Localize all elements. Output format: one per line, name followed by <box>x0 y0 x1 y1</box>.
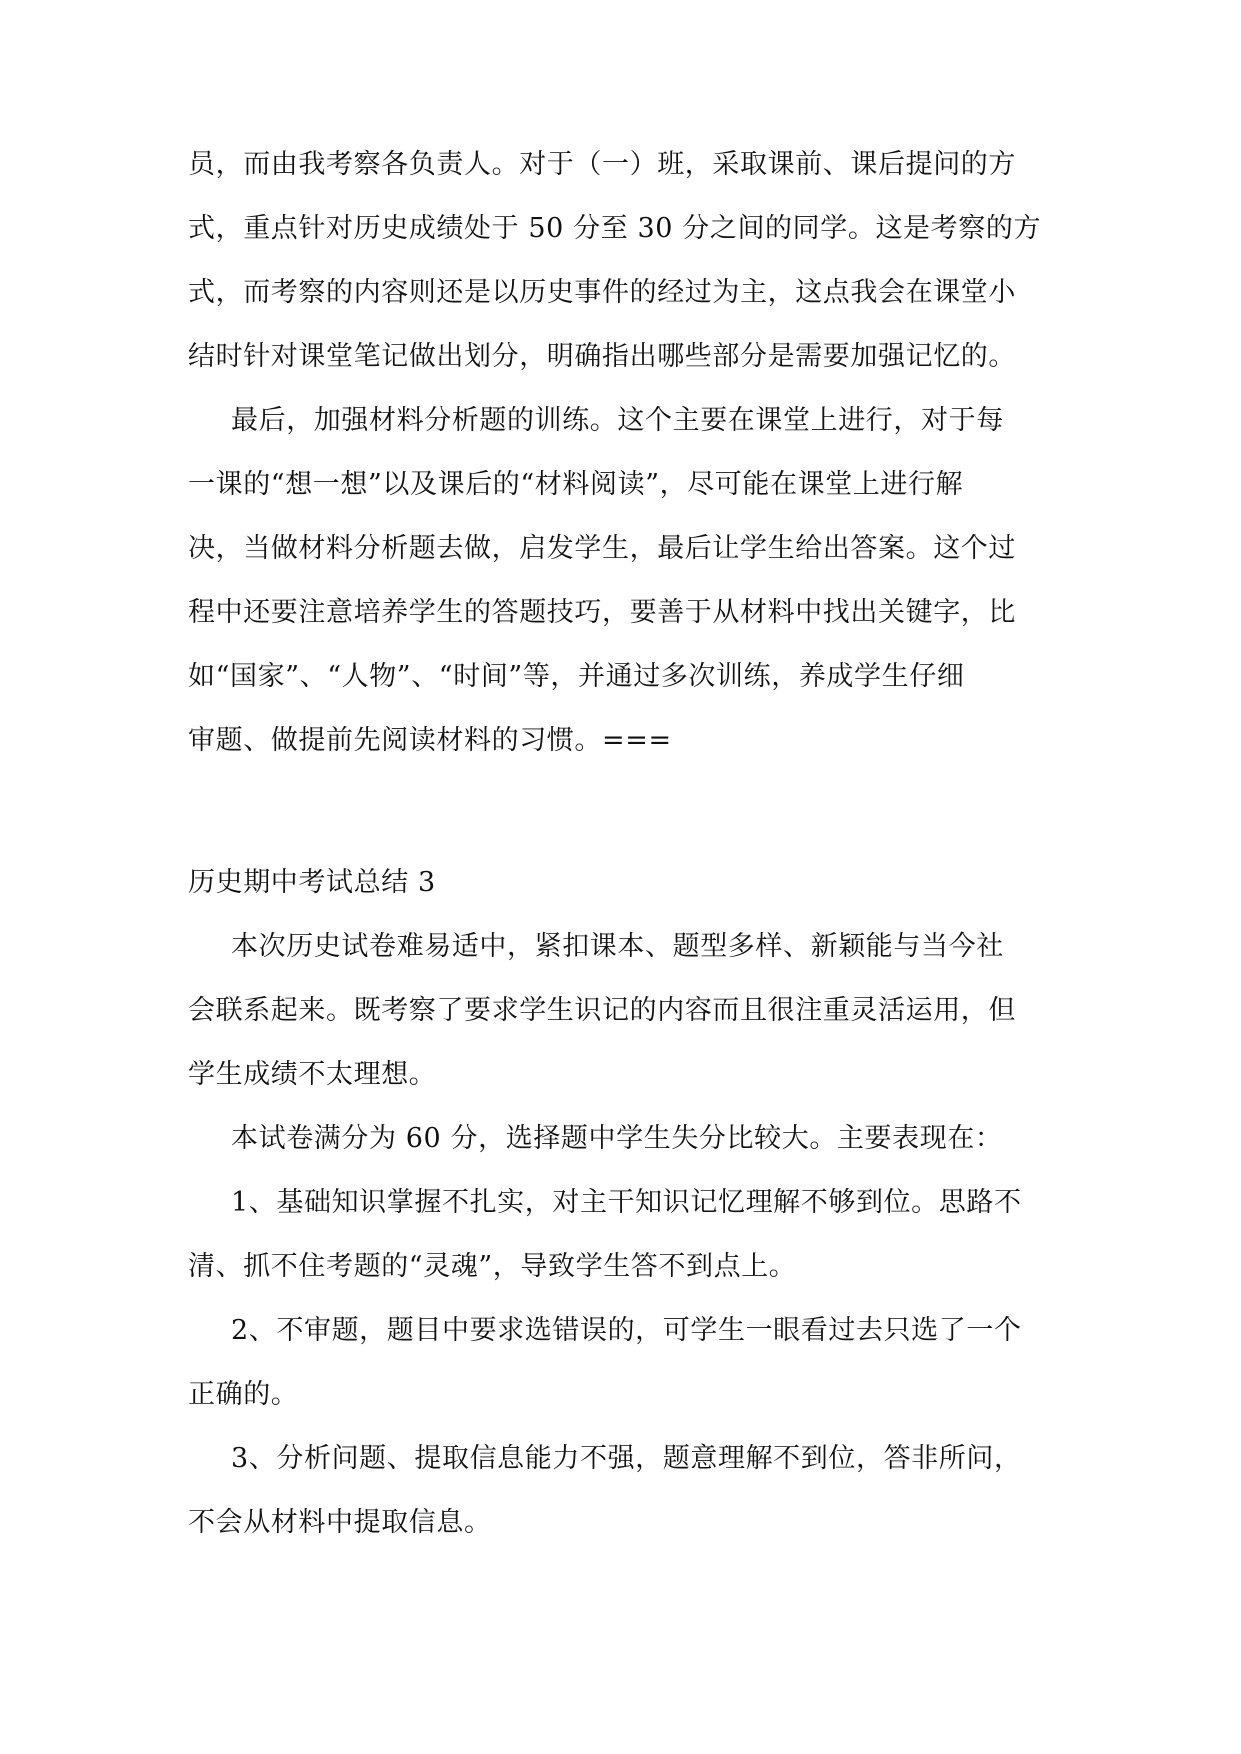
text-line: 最后，加强材料分析题的训练。这个主要在课堂上进行，对于每 <box>231 405 1004 436</box>
text-line: 1、基础知识掌握不扎实，对主干知识记忆理解不够到位。思路不 <box>231 1187 1022 1218</box>
text-line: 本试卷满分为 60 分，选择题中学生失分比较大。主要表现在： <box>231 1123 1003 1154</box>
text-line: 如“国家”、“人物”、“时间”等，并通过多次训练，养成学生仔细 <box>188 661 965 692</box>
text-line: 决，当做材料分析题去做，启发学生，最后让学生给出答案。这个过 <box>188 533 1016 564</box>
text-line: 程中还要注意培养学生的答题技巧，要善于从材料中找出关键字，比 <box>188 597 1016 628</box>
text-line: 一课的“想一想”以及课后的“材料阅读”，尽可能在课堂上进行解 <box>188 469 964 500</box>
text-line: 结时针对课堂笔记做出划分，明确指出哪些部分是需要加强记忆的。 <box>188 341 1016 372</box>
text-line: 清、抓不住考题的“灵魂”，导致学生答不到点上。 <box>188 1251 797 1282</box>
text-line: 3、分析问题、提取信息能力不强，题意理解不到位，答非所问， <box>231 1443 1022 1474</box>
text-line: 会联系起来。既考察了要求学生识记的内容而且很注重灵活运用，但 <box>188 995 1016 1026</box>
text-line: 审题、做提前先阅读材料的习惯。=== <box>188 725 672 756</box>
text-line: 员，而由我考察各负责人。对于（一）班，采取课前、课后提问的方 <box>188 149 1016 180</box>
text-line: 学生成绩不太理想。 <box>188 1059 437 1090</box>
text-line: 式，而考察的内容则还是以历史事件的经过为主，这点我会在课堂小 <box>188 277 1016 308</box>
text-line: 本次历史试卷难易适中，紧扣课本、题型多样、新颖能与当今社 <box>231 931 1004 962</box>
section-heading: 历史期中考试总结 3 <box>188 867 436 898</box>
text-line: 2、不审题，题目中要求选错误的，可学生一眼看过去只选了一个 <box>231 1315 1022 1346</box>
text-line: 不会从材料中提取信息。 <box>188 1507 492 1538</box>
text-line: 式，重点针对历史成绩处于 50 分至 30 分之间的同学。这是考察的方 <box>188 213 1042 244</box>
text-line: 正确的。 <box>188 1379 299 1410</box>
